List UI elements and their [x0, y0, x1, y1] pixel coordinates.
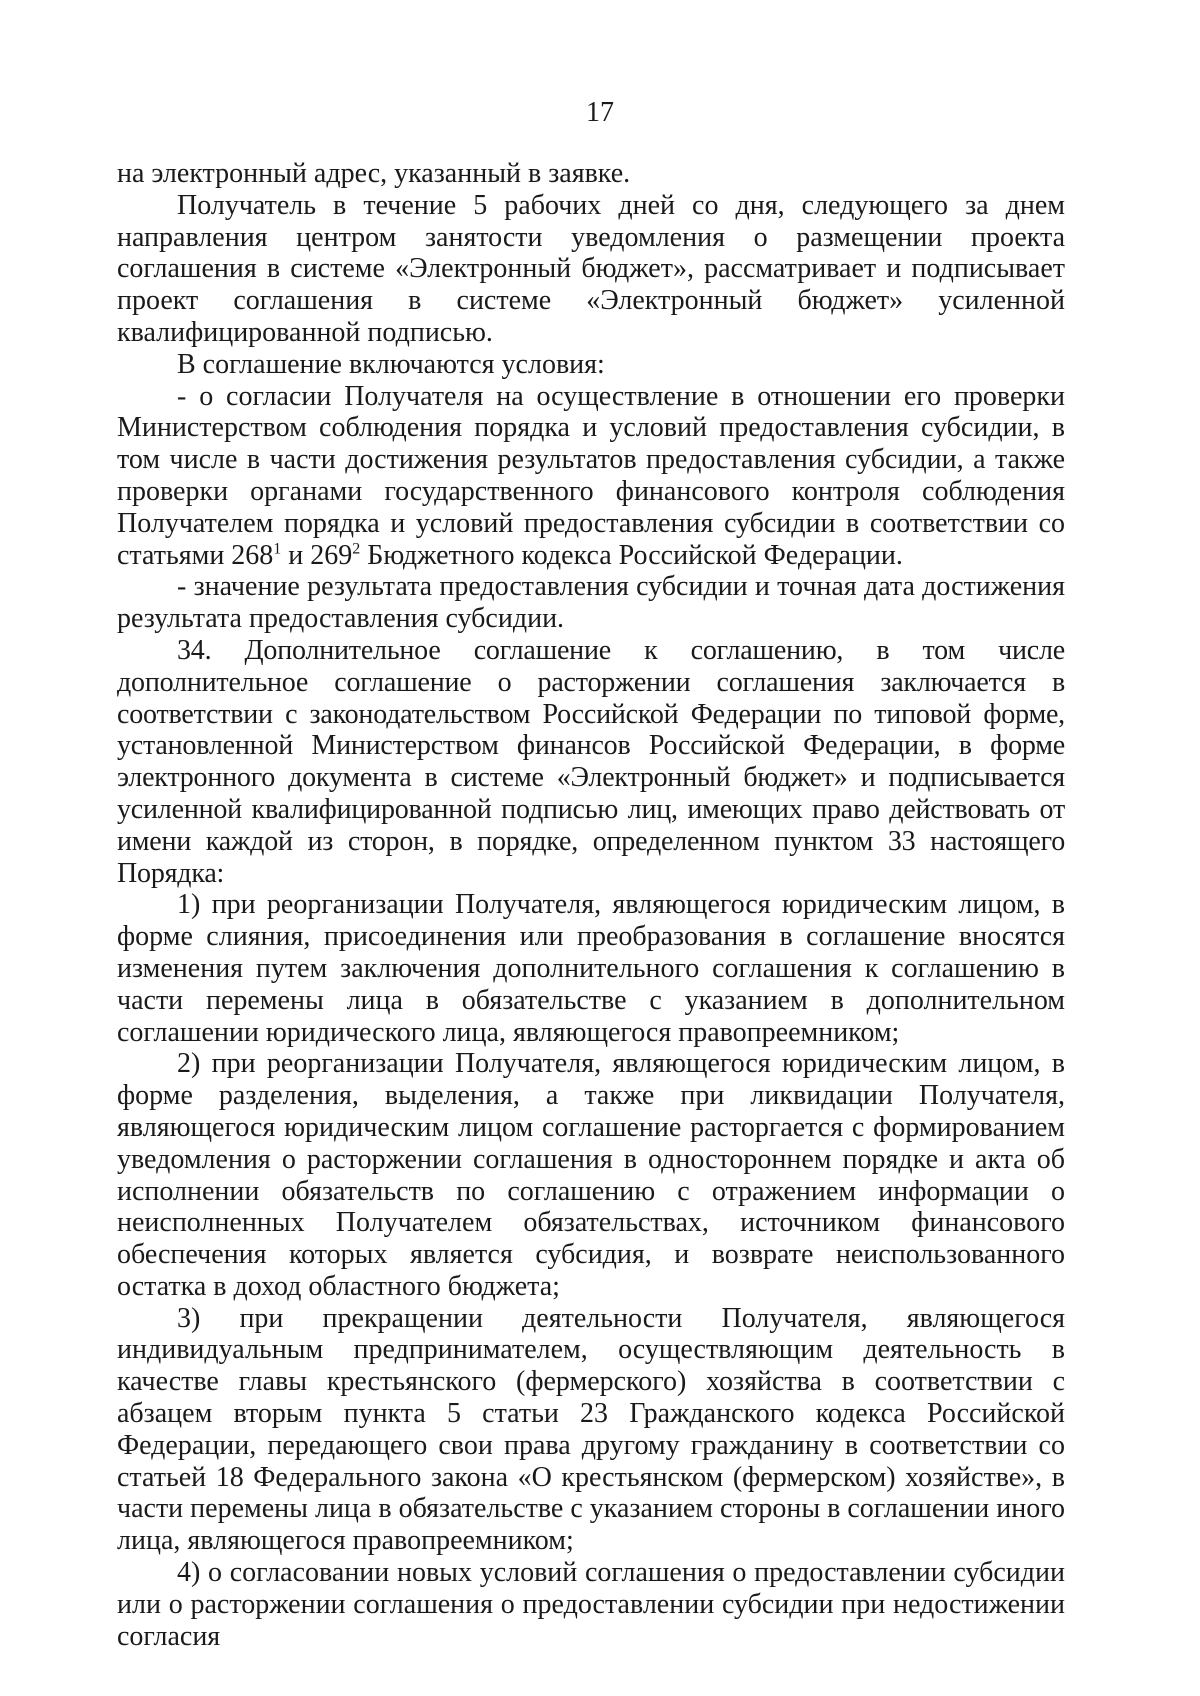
paragraph-recipient-signing: Получатель в течение 5 рабочих дней со дня, следующего за днем направления центром занятости уведомления о размещении проекта соглашения в системе «Электронный бюджет», рассматривает и подписывает проект соглашения в системе «Электронный бюджет» усиленной квалифицированной подписью. [117, 189, 1065, 348]
condition-consent-text-b: и 269 [281, 539, 353, 571]
page-number: 17 [586, 97, 614, 128]
paragraph-agreement-conditions-intro: В соглашение включаются условия: [177, 348, 605, 380]
paragraph-condition-consent [117, 381, 1065, 572]
superscript-268: 1 [273, 540, 282, 558]
paragraph-subitem-4: 4) о согласовании новых условий соглашения о предоставлении субсидии или о расторжении соглашения о предоставлении субсидии при недостижении согласия [117, 1557, 1065, 1652]
paragraph-subitem-2: 2) при реорганизации Получателя, являющегося юридическим лицом, в форме разделения, выделения, а также при ликвидации Получателя, являющегося юридическим лицом соглашение расторгается с формированием уведомления о расторжении соглашения в одностороннем порядке и акта об исполнении обязательств по соглашению с отражением информации о неисполненных Получателем обязательствах, источником финансового обеспечения которых является субсидия, и возврате неиспользованного остатка в доход областного бюджета; [117, 1048, 1065, 1302]
paragraph-continuation: на электронный адрес, указанный в заявке. [117, 158, 631, 189]
paragraph-subitem-3: 3) при прекращении деятельности Получателя, являющегося индивидуальным предпринимателем, осуществляющим деятельность в качестве главы крестьянского (фермерского) хозяйства в соответствии с абзацем вторым пункта 5 статьи 23 Гражданского кодекса Российской Федерации, передающего свои права другому гражданину в соответствии со статьей 18 Федерального закона «О крестьянском (фермерском) хозяйстве», в части перемены лица в обязательстве с указанием стороны в соглашении иного лица, являющегося правопреемником; [117, 1302, 1065, 1557]
condition-consent-text-a: - о согласии Получателя на осуществление в отношении его проверки Министерством соблюдения порядка и условий предоставления субсидии, в том числе в части достижения результатов предоставления субсидии, а также проверки органами государственного финансового контроля соблюдения Получателем порядка и условий предоставления субсидии в соответствии со статьями 268 [117, 380, 1065, 571]
document-body [117, 158, 1065, 1652]
superscript-269: 2 [352, 540, 361, 558]
paragraph-subitem-1: 1) при реорганизации Получателя, являющегося юридическим лицом, в форме слияния, присоединения или преобразования в соглашение вносятся изменения путем заключения дополнительного соглашения к соглашению в части перемены лица в обязательстве с указанием в дополнительном соглашении юридического лица, являющегося правопреемником; [117, 889, 1065, 1048]
condition-consent-text-c: Бюджетного кодекса Российской Федерации. [360, 539, 903, 571]
paragraph-condition-result-value: - значение результата предоставления субсидии и точная дата достижения результата предоставления субсидии. [117, 571, 1065, 635]
paragraph-item-34: 34. Дополнительное соглашение к соглашению, в том числе дополнительное соглашение о расторжении соглашения заключается в соответствии с законодательством Российской Федерации по типовой форме, установленной Министерством финансов Российской Федерации, в форме электронного документа в системе «Электронный бюджет» и подписывается усиленной квалифицированной подписью лиц, имеющих право действовать от имени каждой из сторон, в порядке, определенном пунктом 33 настоящего Порядка: [117, 634, 1065, 889]
